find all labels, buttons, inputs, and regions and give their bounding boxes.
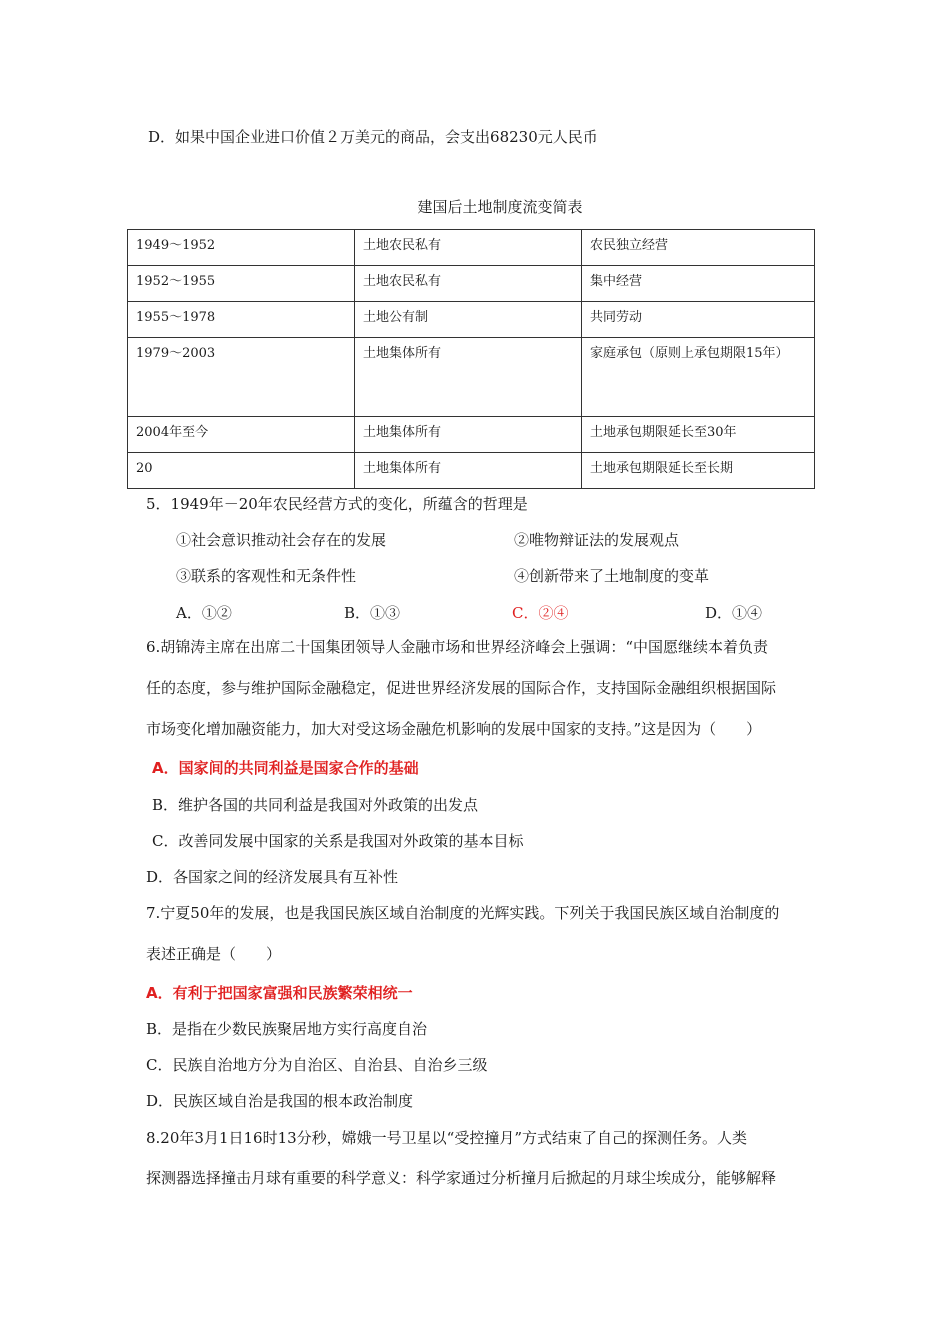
table-cell: 土地集体所有 bbox=[355, 453, 582, 489]
q5-option-d: D．①④ bbox=[705, 604, 763, 622]
table-row bbox=[128, 266, 815, 302]
table-cell: 共同劳动 bbox=[582, 302, 815, 338]
table-caption: 建国后土地制度流变简表 bbox=[417, 198, 583, 216]
table-row bbox=[128, 230, 815, 266]
table-cell: 1952～1955 bbox=[128, 266, 355, 302]
table-cell: 1979～2003 bbox=[128, 338, 355, 417]
q6-option-d: D．各国家之间的经济发展具有互补性 bbox=[146, 868, 399, 886]
q7-option-c: C．民族自治地方分为自治区、自治县、自治乡三级 bbox=[146, 1056, 488, 1074]
table-cell: 集中经营 bbox=[582, 266, 815, 302]
q5-item-4: ④创新带来了土地制度的变革 bbox=[514, 567, 710, 585]
q6-stem-line-2: 任的态度，参与维护国际金融稳定，促进世界经济发展的国际合作，支持国际金融组织根据国际 bbox=[146, 679, 777, 697]
table-cell: 土地农民私有 bbox=[355, 266, 582, 302]
q5-item-1: ①社会意识推动社会存在的发展 bbox=[176, 531, 387, 549]
table-cell: 土地集体所有 bbox=[355, 417, 582, 453]
q6-stem-line-1: 6.胡锦涛主席在出席二十国集团领导人金融市场和世界经济峰会上强调：“中国愿继续本着负责 bbox=[146, 638, 768, 656]
q6-option-c: C．改善同发展中国家的关系是我国对外政策的基本目标 bbox=[152, 832, 524, 850]
table-row bbox=[128, 453, 815, 489]
q5-option-b: B．①③ bbox=[344, 604, 401, 622]
q5-item-3: ③联系的客观性和无条件性 bbox=[176, 567, 357, 585]
table-cell: 土地集体所有 bbox=[355, 338, 582, 417]
q8-stem-line-1: 8.20年3月1日16时13分秒，嫦娥一号卫星以“受控撞月”方式结束了自己的探测任务。人类 bbox=[146, 1129, 747, 1147]
table-row bbox=[128, 417, 815, 453]
q5-item-2: ②唯物辩证法的发展观点 bbox=[514, 531, 680, 549]
table-cell: 土地公有制 bbox=[355, 302, 582, 338]
table-cell: 20 bbox=[128, 453, 355, 489]
q7-option-a-answer: A．有利于把国家富强和民族繁荣相统一 bbox=[146, 984, 413, 1002]
table-cell: 1955～1978 bbox=[128, 302, 355, 338]
table-cell: 土地承包期限延长至长期 bbox=[582, 453, 815, 489]
q6-option-a-answer: A．国家间的共同利益是国家合作的基础 bbox=[152, 759, 419, 777]
q4-option-d: D．如果中国企业进口价值２万美元的商品，会支出68230元人民币 bbox=[148, 128, 598, 146]
table-cell: 家庭承包（原则上承包期限15年） bbox=[582, 338, 815, 417]
q7-stem-line-1: 7.宁夏50年的发展，也是我国民族区域自治制度的光辉实践。下列关于我国民族区域自治制度的 bbox=[146, 904, 780, 922]
table-cell: 2004年至今 bbox=[128, 417, 355, 453]
q5-stem: 5．1949年－20年农民经营方式的变化，所蕴含的哲理是 bbox=[146, 495, 528, 513]
q5-option-c-answer: C．②④ bbox=[512, 604, 569, 622]
table-row bbox=[128, 338, 815, 417]
q7-stem-line-2: 表述正确是（ ） bbox=[146, 945, 282, 963]
table-cell: 土地农民私有 bbox=[355, 230, 582, 266]
table-cell: 土地承包期限延长至30年 bbox=[582, 417, 815, 453]
q6-stem-line-3: 市场变化增加融资能力，加大对受这场金融危机影响的发展中国家的支持。”这是因为（ ） bbox=[146, 720, 762, 738]
q5-option-a: A．①② bbox=[176, 604, 232, 622]
q8-stem-line-2: 探测器选择撞击月球有重要的科学意义：科学家通过分析撞月后掀起的月球尘埃成分，能够解释 bbox=[146, 1169, 777, 1187]
q7-option-d: D．民族区域自治是我国的根本政治制度 bbox=[146, 1092, 414, 1110]
q6-option-b: B．维护各国的共同利益是我国对外政策的出发点 bbox=[152, 796, 479, 814]
table-cell: 1949～1952 bbox=[128, 230, 355, 266]
q7-option-b: B．是指在少数民族聚居地方实行高度自治 bbox=[146, 1020, 428, 1038]
land-system-table bbox=[127, 229, 815, 489]
table-cell: 农民独立经营 bbox=[582, 230, 815, 266]
